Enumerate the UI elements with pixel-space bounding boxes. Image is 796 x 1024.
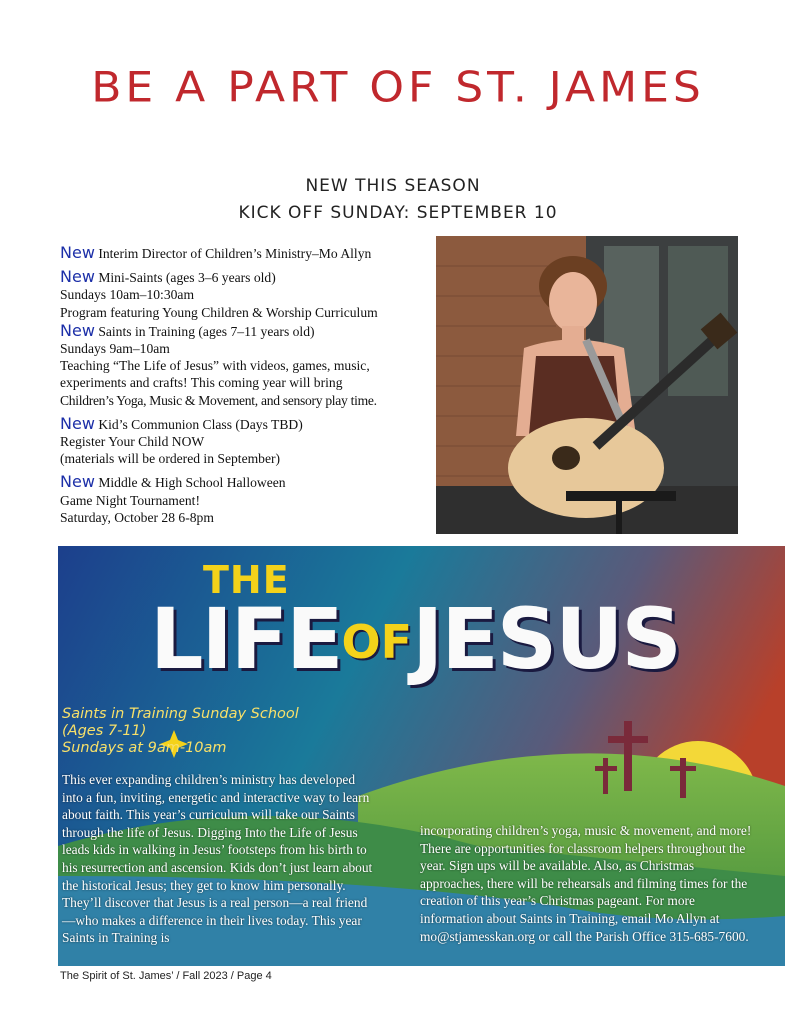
item-line: Saturday, October 28 6-8pm bbox=[60, 509, 214, 525]
subtitle-kickoff: KICK OFF SUNDAY: SEPTEMBER 10 bbox=[238, 203, 558, 223]
page-footer: The Spirit of St. James’ / Fall 2023 / Page 4 bbox=[60, 970, 272, 982]
new-item bbox=[60, 415, 435, 468]
new-item bbox=[60, 473, 435, 526]
banner-title bbox=[150, 590, 680, 688]
banner-body-column-1: This ever expanding children’s ministry has developed into a fun, inviting, energetic and interactive way to learn about faith. This year’s curriculum will take our Saints through the life of Jesus. Digging Into the Life of Jesus leads kids in walking in Jesus’ footsteps from his birth to his resurrection and ascension. Kids don’t just learn about the historical Jesus; they get to know him personally. They’ll discover that Jesus is a real person—a real friend—who makes a difference in their lives today. This year Saints in Training is bbox=[62, 772, 373, 946]
new-label: New bbox=[60, 267, 95, 287]
item-line: experiments and crafts! This coming year will bring bbox=[60, 375, 343, 391]
item-line: Sundays 9am–10am bbox=[60, 341, 170, 357]
subhead-line: Sundays at 9am-10am bbox=[62, 740, 227, 756]
subtitle-new-season: NEW THIS SEASON bbox=[305, 176, 481, 196]
banner-life: LIFE bbox=[150, 590, 342, 688]
item-line: Teaching “The Life of Jesus” with videos, games, music, bbox=[60, 358, 370, 374]
item-line: Game Night Tournament! bbox=[60, 492, 200, 508]
item-line: Kid’s Communion Class (Days TBD) bbox=[98, 416, 303, 432]
new-item bbox=[60, 244, 435, 262]
new-label: New bbox=[60, 320, 95, 340]
banner-jesus: JESUS bbox=[412, 590, 680, 688]
banner-of: OF bbox=[341, 615, 413, 669]
item-line: Children’s Yoga, Music & Movement, and sensory play time. bbox=[60, 392, 377, 408]
new-items-list bbox=[60, 244, 435, 532]
subhead-line: (Ages 7-11) bbox=[62, 723, 147, 739]
item-line: (materials will be ordered in September) bbox=[60, 451, 281, 467]
sunday-school-heading bbox=[62, 706, 299, 757]
item-line: Program featuring Young Children & Worship Curriculum bbox=[60, 304, 378, 320]
photo-illustration bbox=[436, 236, 738, 534]
item-line: Mini-Saints (ages 3–6 years old) bbox=[98, 270, 276, 286]
new-item bbox=[60, 322, 435, 409]
item-line: Sundays 10am–10:30am bbox=[60, 287, 195, 303]
page-title: BE A PART OF ST. JAMES bbox=[91, 63, 705, 112]
life-of-jesus-banner bbox=[58, 546, 785, 966]
item-line: Register Your Child NOW bbox=[60, 434, 205, 450]
subhead-line: Saints in Training Sunday School bbox=[62, 706, 299, 722]
new-label: New bbox=[60, 243, 95, 262]
guitarist-photo bbox=[436, 236, 738, 534]
item-line: Saints in Training (ages 7–11 years old) bbox=[98, 323, 315, 339]
item-line: Interim Director of Children’s Ministry–Mo Allyn bbox=[98, 246, 372, 261]
new-item bbox=[60, 268, 435, 321]
banner-body-column-2: incorporating children’s yoga, music & movement, and more! There are opportunities for classroom helpers throughout the year. Sign ups will be available. Also, as Christmas approaches, there will be rehearsals and filming times for the creation of this year’s Christmas pageant. For more information about Saints in Training, email Mo Allyn at mo@stjamesskan.org or call the Parish Office 315-685-7600. bbox=[420, 823, 752, 944]
item-line: Middle & High School Halloween bbox=[98, 475, 286, 491]
new-label: New bbox=[60, 472, 95, 492]
banner-the: THE bbox=[203, 558, 290, 602]
new-label: New bbox=[60, 413, 95, 433]
